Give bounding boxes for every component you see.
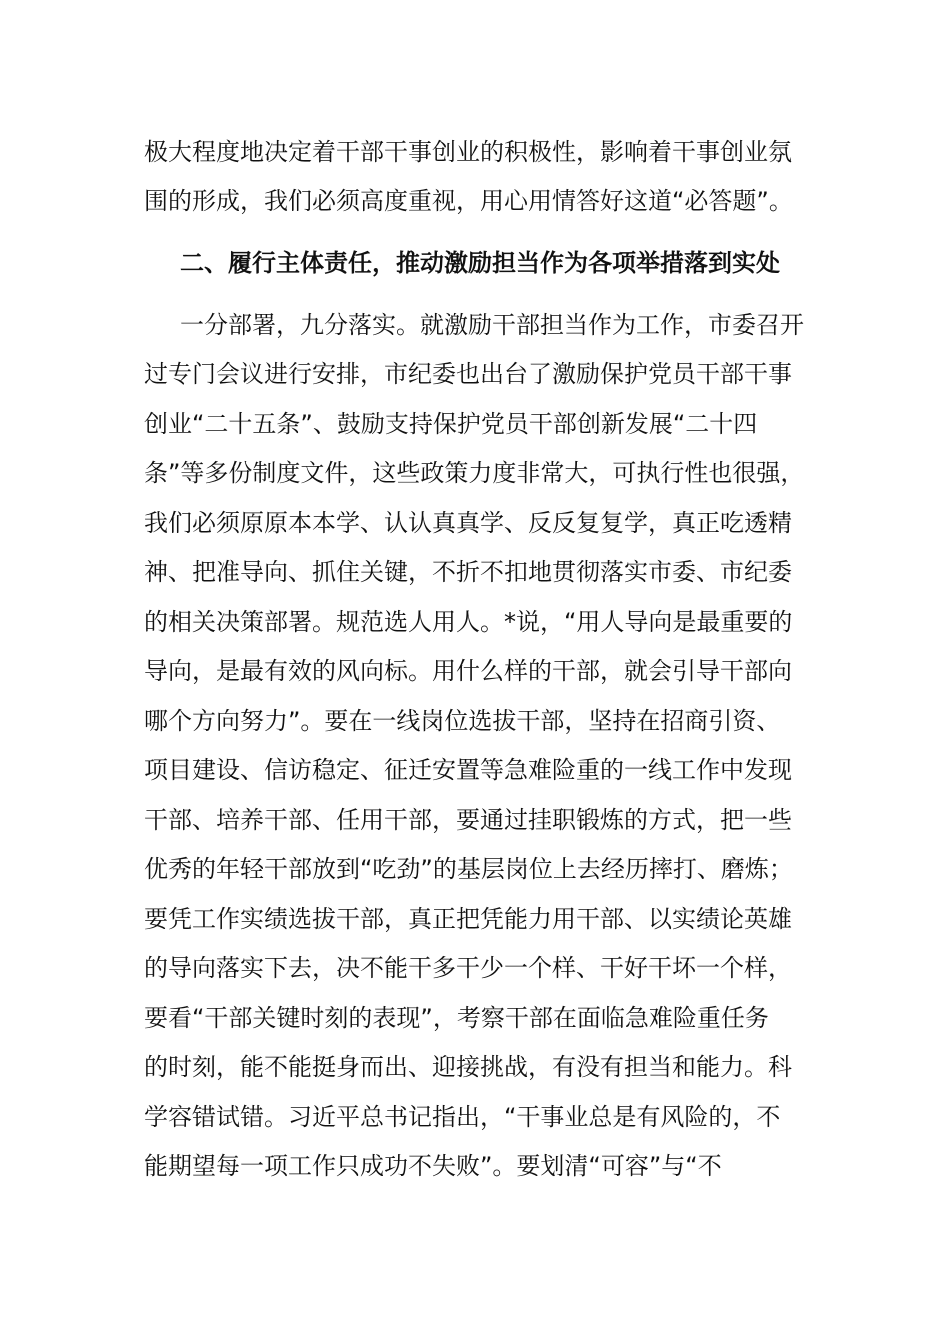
body-text-line: 极大程度地决定着干部干事创业的积极性，影响着干事创业氛 [144,138,792,166]
section-heading: 二、履行主体责任，推动激励担当作为各项举措落到实处 [180,249,780,277]
body-text-line: 的相关决策部署。规范选人用人。*说，“用人导向是最重要的 [144,608,793,636]
body-text-line: 要凭工作实绩选拔干部，真正把凭能力用干部、以实绩论英雄 [144,905,792,933]
body-text-line: 过专门会议进行安排，市纪委也出台了激励保护党员干部干事 [144,360,792,388]
body-text-line: 的导向落实下去，决不能干多干少一个样、干好干坏一个样， [144,954,792,982]
body-text-line: 条”等多份制度文件，这些政策力度非常大，可执行性也很强， [144,459,805,487]
body-text-line: 学容错试错。习近平总书记指出，“干事业总是有风险的，不 [144,1103,781,1131]
body-text-line: 项目建设、信访稳定、征迁安置等急难险重的一线工作中发现 [144,756,792,784]
body-text-line: 神、把准导向、抓住关键，不折不扣地贯彻落实市委、市纪委 [144,558,792,586]
body-text-line: 我们必须原原本本学、认认真真学、反反复复学，真正吃透精 [144,509,792,537]
body-text-line: 的时刻，能不能挺身而出、迎接挑战，有没有担当和能力。科 [144,1053,792,1081]
body-text-line: 导向，是最有效的风向标。用什么样的干部，就会引导干部向 [144,657,792,685]
body-text-line: 哪个方向努力”。要在一线岗位选拔干部，坚持在招商引资、 [144,707,781,735]
body-text-line: 能期望每一项工作只成功不失败”。要划清“可容”与“不 [144,1152,722,1180]
body-text-line: 围的形成，我们必须高度重视，用心用情答好这道“必答题”。 [144,187,793,215]
body-text-line: 创业“二十五条”、鼓励支持保护党员干部创新发展“二十四 [144,410,758,438]
body-text-line: 要看“干部关键时刻的表现”，考察干部在面临急难险重任务 [144,1004,769,1032]
body-text-line: 干部、培养干部、任用干部，要通过挂职锻炼的方式，把一些 [144,806,792,834]
paragraph-first-line: 一分部署，九分落实。就激励干部担当作为工作，市委召开 [180,311,804,339]
body-text-line: 优秀的年轻干部放到“吃劲”的基层岗位上去经历摔打、磨炼； [144,855,793,883]
